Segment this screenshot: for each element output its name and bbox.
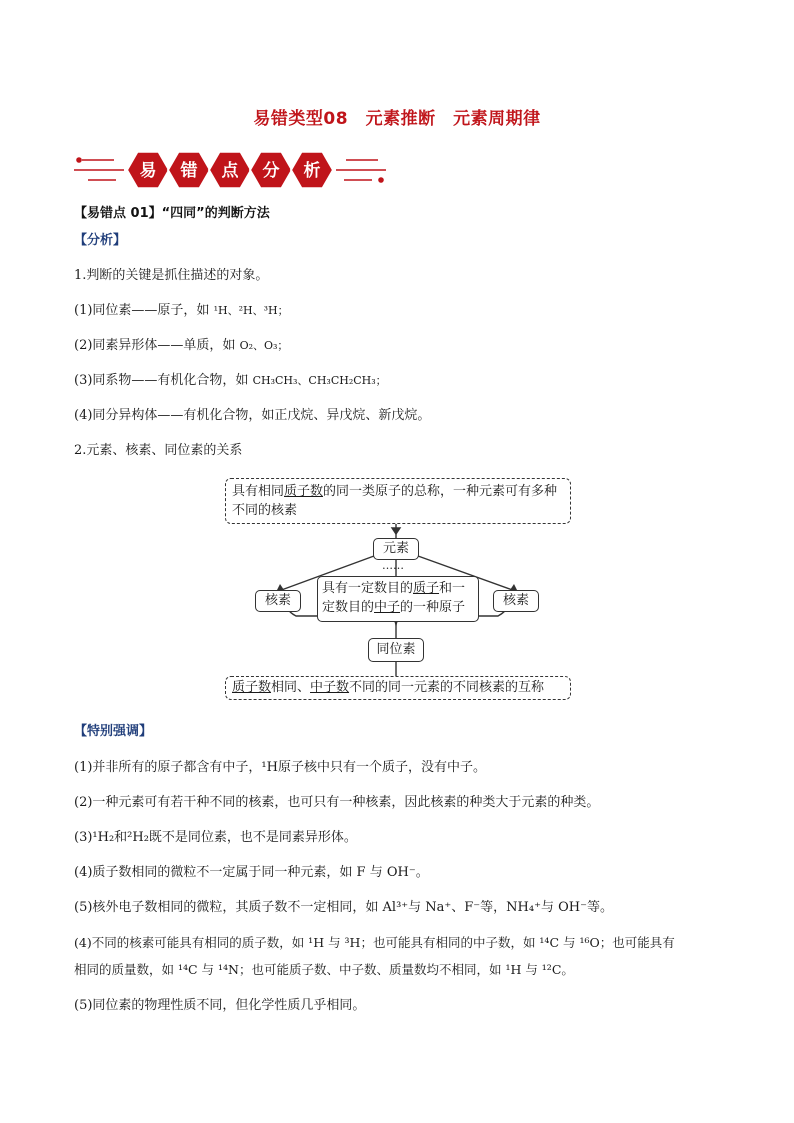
emphasis-3: (3)¹H₂和²H₂既不是同位素，也不是同素异形体。 xyxy=(74,830,357,845)
def-text-a: 具有相同 xyxy=(232,484,285,499)
isotope-text: (1)同位素——原子，如 xyxy=(74,303,214,318)
banner-left-ornament xyxy=(74,158,124,180)
homolog-text: (3)同系物——有机化合物，如 xyxy=(74,373,253,388)
element-definition-box xyxy=(225,478,571,524)
paragraph-homolog xyxy=(74,371,387,391)
emphasis-heading: 【特别强调】 xyxy=(74,724,153,739)
banner-char: 点 xyxy=(221,161,239,181)
error-point-heading xyxy=(74,204,270,224)
paragraph-1: 1.判断的关键是抓住描述的对象。 xyxy=(74,268,269,283)
nuclide-definition-box xyxy=(317,576,479,622)
iso-text-b: 不同的同一元素的不同核素的互称 xyxy=(349,680,545,695)
relation-diagram xyxy=(222,478,574,704)
nuclide-box-left: 核素 xyxy=(255,590,301,612)
isotope-box: 同位素 xyxy=(368,638,424,662)
iso-text-a: 相同、 xyxy=(271,680,311,695)
analysis-heading: 【分析】 xyxy=(74,233,127,248)
paragraph-2: 2.元素、核素、同位素的关系 xyxy=(74,443,243,458)
homolog-examples: CH₃CH₃、CH₃CH₂CH₃； xyxy=(252,374,387,387)
error-point-topic: “四同”的判断方法 xyxy=(161,206,270,221)
nuc-text-b: 和一定数目的 xyxy=(322,581,466,615)
error-point-label: 【易错点 01】 xyxy=(74,206,162,221)
banner-char: 析 xyxy=(303,161,321,181)
element-box: 元素 xyxy=(373,538,419,560)
iso-underline-1: 质子数 xyxy=(232,680,272,695)
def-text-b: 的同一类原子的总称，一种元素可有多种不同的核素 xyxy=(232,484,558,518)
iso-underline-2: 中子数 xyxy=(310,680,350,695)
emphasis-6-line-2: 相同的质量数，如 ¹⁴C 与 ¹⁴N；也可能质子数、中子数、质量数均不相同，如 ¹H 与 ¹²C。 xyxy=(74,962,574,977)
banner-char: 易 xyxy=(139,161,157,181)
isotope-examples: ¹H、²H、³H； xyxy=(213,304,289,317)
nuclide-box-right: 核素 xyxy=(493,590,539,612)
allotrope-examples: O₂、O₃； xyxy=(239,339,289,352)
nuc-text-c: 的一种原子 xyxy=(400,600,466,615)
isotope-definition-box xyxy=(225,676,571,700)
nuc-underline-2: 中子 xyxy=(374,600,401,615)
emphasis-1: (1)并非所有的原子都含有中子，¹H原子核中只有一个质子，没有中子。 xyxy=(74,760,486,775)
emphasis-4: (4)质子数相同的微粒不一定属于同一种元素，如 F 与 OH⁻。 xyxy=(74,865,429,880)
page-title: 易错类型08 元素推断 元素周期律 xyxy=(253,109,541,129)
nuc-underline-1: 质子 xyxy=(413,581,440,596)
paragraph-allotrope xyxy=(74,336,288,356)
emphasis-7: (5)同位素的物理性质不同，但化学性质几乎相同。 xyxy=(74,998,366,1013)
def-underline: 质子数 xyxy=(284,484,324,499)
banner-char: 错 xyxy=(180,161,198,181)
emphasis-6-line-1: (4)不同的核素可能具有相同的质子数，如 ¹H 与 ³H；也可能具有相同的中子数，如 ¹⁴C 与 ¹⁶O；也可能具有 xyxy=(74,935,675,950)
emphasis-5: (5)核外电子数相同的微粒，其质子数不一定相同，如 Al³⁺与 Na⁺、F⁻等，NH₄⁺与 OH⁻等。 xyxy=(74,900,613,915)
banner-right-ornament xyxy=(336,160,386,182)
ellipsis: …… xyxy=(382,559,404,572)
nuc-text-a: 具有一定数目的 xyxy=(322,581,414,596)
banner-char: 分 xyxy=(262,161,280,181)
section-banner xyxy=(74,148,386,192)
paragraph-isomer: (4)同分异构体——有机化合物，如正戊烷、异戊烷、新戊烷。 xyxy=(74,408,431,423)
emphasis-2: (2)一种元素可有若干种不同的核素，也可只有一种核素，因此核素的种类大于元素的种类。 xyxy=(74,795,600,810)
paragraph-isotope xyxy=(74,301,289,321)
allotrope-text: (2)同素异形体——单质，如 xyxy=(74,338,240,353)
